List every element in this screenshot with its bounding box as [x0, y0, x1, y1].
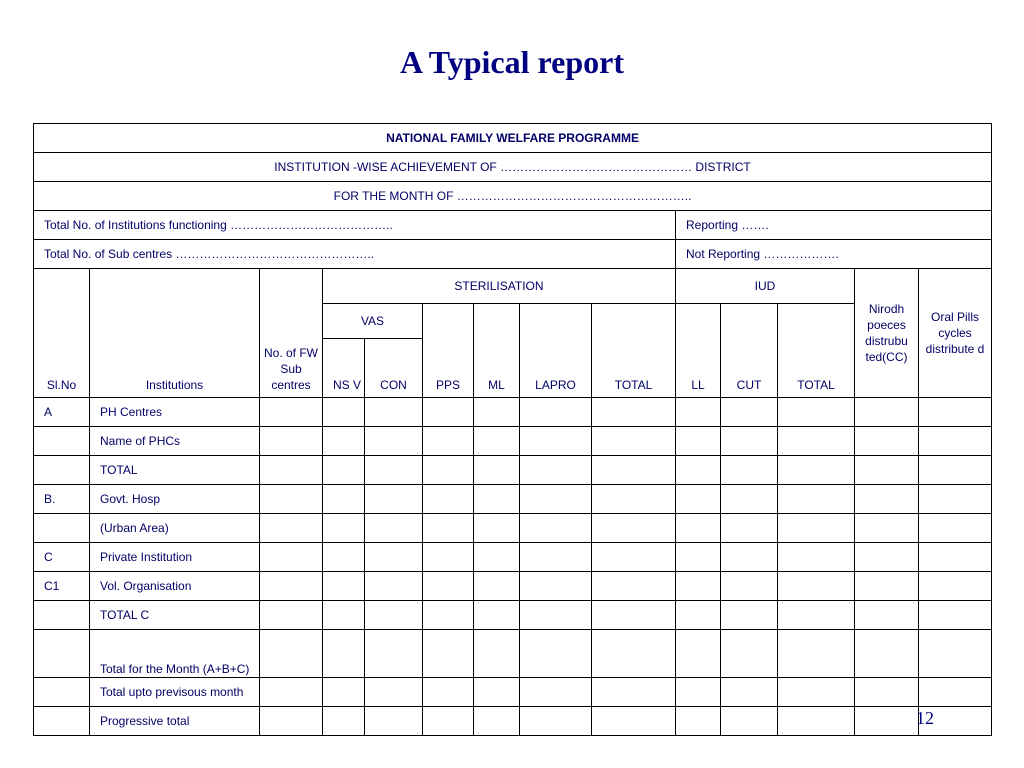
total-subcentres: Total No. of Sub centres ………………………………………….. — [34, 240, 676, 269]
empty-cell[interactable] — [721, 678, 778, 707]
header-sterilisation: STERILISATION — [323, 269, 676, 304]
empty-cell[interactable] — [721, 514, 778, 543]
empty-cell[interactable] — [778, 514, 855, 543]
empty-cell[interactable] — [721, 456, 778, 485]
empty-cell[interactable] — [474, 572, 520, 601]
empty-cell[interactable] — [721, 630, 778, 678]
empty-cell[interactable] — [676, 485, 721, 514]
empty-cell[interactable] — [592, 630, 676, 678]
empty-cell[interactable] — [778, 630, 855, 678]
empty-cell[interactable] — [592, 601, 676, 630]
row-slno: B. — [34, 485, 90, 514]
empty-cell[interactable] — [778, 456, 855, 485]
empty-cell[interactable] — [423, 456, 474, 485]
header-vas: VAS — [323, 304, 423, 339]
empty-cell[interactable] — [592, 427, 676, 456]
empty-cell[interactable] — [592, 572, 676, 601]
header-institutions: Institutions — [90, 269, 260, 398]
page-number: 12 — [916, 708, 934, 728]
empty-cell[interactable] — [721, 398, 778, 427]
table-row — [34, 427, 992, 456]
empty-cell[interactable] — [592, 456, 676, 485]
empty-cell[interactable] — [721, 485, 778, 514]
row-institution: Govt. Hosp — [90, 485, 260, 514]
empty-cell[interactable] — [721, 572, 778, 601]
empty-cell[interactable] — [520, 514, 592, 543]
row-institution: Progressive total — [90, 707, 260, 736]
empty-cell[interactable] — [919, 678, 992, 707]
empty-cell[interactable] — [778, 601, 855, 630]
table-row — [34, 543, 992, 572]
empty-cell[interactable] — [260, 630, 323, 678]
header-oral-pills: Oral Pills cycles distribute d — [919, 269, 992, 398]
empty-cell[interactable] — [323, 543, 365, 572]
empty-cell[interactable] — [919, 630, 992, 678]
empty-cell[interactable] — [323, 514, 365, 543]
empty-cell[interactable] — [474, 514, 520, 543]
empty-cell[interactable] — [592, 514, 676, 543]
table-row — [34, 514, 992, 543]
table-row — [34, 398, 992, 427]
empty-cell[interactable] — [919, 543, 992, 572]
empty-cell[interactable] — [855, 630, 919, 678]
month-row — [34, 182, 992, 211]
empty-cell[interactable] — [592, 485, 676, 514]
row-slno — [34, 456, 90, 485]
not-reporting: Not Reporting ………………. — [676, 240, 992, 269]
empty-cell[interactable] — [855, 427, 919, 456]
empty-cell[interactable] — [474, 678, 520, 707]
empty-cell[interactable] — [365, 601, 423, 630]
total-institutions: Total No. of Institutions functioning ………………………………….. — [34, 211, 676, 240]
empty-cell[interactable] — [260, 543, 323, 572]
empty-cell[interactable] — [778, 572, 855, 601]
empty-cell[interactable] — [474, 427, 520, 456]
table-row — [34, 485, 992, 514]
header-row-1 — [34, 269, 992, 304]
empty-cell[interactable] — [721, 543, 778, 572]
institution-row — [34, 153, 992, 182]
header-lapro: LAPRO — [520, 304, 592, 398]
row-slno — [34, 630, 90, 678]
empty-cell[interactable] — [323, 572, 365, 601]
empty-cell[interactable] — [592, 543, 676, 572]
empty-cell[interactable] — [676, 427, 721, 456]
row-institution: TOTAL C — [90, 601, 260, 630]
row-institution: Total upto previsous month — [90, 678, 260, 707]
empty-cell[interactable] — [855, 678, 919, 707]
header-ll: LL — [676, 304, 721, 398]
row-slno — [34, 427, 90, 456]
row-institution: Private Institution — [90, 543, 260, 572]
empty-cell[interactable] — [365, 485, 423, 514]
header-nirodh: Nirodh poeces distrubu ted(CC) — [855, 269, 919, 398]
row-institution: Vol. Organisation — [90, 572, 260, 601]
empty-cell[interactable] — [260, 572, 323, 601]
header-total-sterilisation: TOTAL — [592, 304, 676, 398]
empty-cell[interactable] — [855, 514, 919, 543]
empty-cell[interactable] — [721, 601, 778, 630]
empty-cell[interactable] — [676, 514, 721, 543]
empty-cell[interactable] — [260, 707, 323, 736]
reporting: Reporting ……. — [676, 211, 992, 240]
subcentres-count-row — [34, 240, 992, 269]
empty-cell[interactable] — [855, 456, 919, 485]
empty-cell[interactable] — [365, 630, 423, 678]
empty-cell[interactable] — [365, 678, 423, 707]
header-pps: PPS — [423, 304, 474, 398]
empty-cell[interactable] — [365, 456, 423, 485]
row-slno — [34, 514, 90, 543]
empty-cell[interactable] — [520, 630, 592, 678]
empty-cell[interactable] — [323, 398, 365, 427]
empty-cell[interactable] — [423, 514, 474, 543]
empty-cell[interactable] — [721, 427, 778, 456]
row-slno: C1 — [34, 572, 90, 601]
row-slno — [34, 707, 90, 736]
empty-cell[interactable] — [474, 398, 520, 427]
row-slno — [34, 678, 90, 707]
row-institution: Name of PHCs — [90, 427, 260, 456]
row-institution: PH Centres — [90, 398, 260, 427]
empty-cell[interactable] — [365, 543, 423, 572]
empty-cell[interactable] — [520, 427, 592, 456]
empty-cell[interactable] — [423, 601, 474, 630]
report-table — [33, 123, 992, 736]
empty-cell[interactable] — [520, 601, 592, 630]
empty-cell[interactable] — [676, 707, 721, 736]
empty-cell[interactable] — [260, 601, 323, 630]
empty-cell[interactable] — [365, 707, 423, 736]
empty-cell[interactable] — [676, 601, 721, 630]
empty-cell[interactable] — [778, 398, 855, 427]
header-cut: CUT — [721, 304, 778, 398]
programme-title: NATIONAL FAMILY WELFARE PROGRAMME — [34, 124, 992, 153]
empty-cell[interactable] — [855, 543, 919, 572]
empty-cell[interactable] — [778, 678, 855, 707]
row-slno — [34, 601, 90, 630]
header-nsv: NS V — [323, 339, 365, 398]
empty-cell[interactable] — [592, 707, 676, 736]
month-line: FOR THE MONTH OF ………………………………………………….. — [34, 182, 992, 211]
empty-cell[interactable] — [919, 572, 992, 601]
empty-cell[interactable] — [520, 707, 592, 736]
empty-cell[interactable] — [423, 572, 474, 601]
empty-cell[interactable] — [323, 485, 365, 514]
empty-cell[interactable] — [676, 398, 721, 427]
table-row — [34, 601, 992, 630]
empty-cell[interactable] — [855, 485, 919, 514]
empty-cell[interactable] — [778, 427, 855, 456]
empty-cell[interactable] — [919, 398, 992, 427]
table-row — [34, 707, 992, 736]
slide-title: A Typical report — [400, 44, 624, 80]
empty-cell[interactable] — [919, 514, 992, 543]
empty-cell[interactable] — [855, 601, 919, 630]
empty-cell[interactable] — [365, 514, 423, 543]
header-slno: Sl.No — [34, 269, 90, 398]
empty-cell[interactable] — [260, 398, 323, 427]
empty-cell[interactable] — [855, 398, 919, 427]
empty-cell[interactable] — [423, 543, 474, 572]
empty-cell[interactable] — [520, 572, 592, 601]
row-slno: C — [34, 543, 90, 572]
empty-cell[interactable] — [423, 427, 474, 456]
empty-cell[interactable] — [592, 398, 676, 427]
empty-cell[interactable] — [260, 456, 323, 485]
empty-cell[interactable] — [855, 707, 919, 736]
empty-cell[interactable] — [365, 398, 423, 427]
empty-cell[interactable] — [676, 678, 721, 707]
row-institution: TOTAL — [90, 456, 260, 485]
empty-cell[interactable] — [423, 707, 474, 736]
empty-cell[interactable] — [520, 485, 592, 514]
empty-cell[interactable] — [919, 456, 992, 485]
empty-cell[interactable] — [323, 630, 365, 678]
empty-cell[interactable] — [323, 427, 365, 456]
row-institution: (Urban Area) — [90, 514, 260, 543]
empty-cell[interactable] — [260, 427, 323, 456]
empty-cell[interactable] — [592, 678, 676, 707]
table-row — [34, 456, 992, 485]
header-fw-subcentres: No. of FW Sub centres — [260, 269, 323, 398]
empty-cell[interactable] — [260, 485, 323, 514]
table-row — [34, 678, 992, 707]
empty-cell[interactable] — [260, 678, 323, 707]
empty-cell[interactable] — [365, 427, 423, 456]
empty-cell[interactable] — [676, 543, 721, 572]
empty-cell[interactable] — [423, 398, 474, 427]
empty-cell[interactable] — [474, 543, 520, 572]
empty-cell[interactable] — [474, 601, 520, 630]
empty-cell[interactable] — [474, 707, 520, 736]
header-iud: IUD — [676, 269, 855, 304]
empty-cell[interactable] — [423, 678, 474, 707]
empty-cell[interactable] — [778, 543, 855, 572]
institution-line: INSTITUTION -WISE ACHIEVEMENT OF ………………………………………… DISTRICT — [34, 153, 992, 182]
empty-cell[interactable] — [323, 456, 365, 485]
empty-cell[interactable] — [919, 601, 992, 630]
empty-cell[interactable] — [676, 630, 721, 678]
empty-cell[interactable] — [520, 543, 592, 572]
empty-cell[interactable] — [676, 456, 721, 485]
empty-cell[interactable] — [474, 456, 520, 485]
empty-cell[interactable] — [919, 485, 992, 514]
header-total-iud: TOTAL — [778, 304, 855, 398]
empty-cell[interactable] — [474, 485, 520, 514]
empty-cell[interactable] — [721, 707, 778, 736]
empty-cell[interactable] — [323, 678, 365, 707]
institutions-count-row — [34, 211, 992, 240]
empty-cell[interactable] — [778, 485, 855, 514]
empty-cell[interactable] — [855, 572, 919, 601]
empty-cell[interactable] — [323, 707, 365, 736]
empty-cell[interactable] — [520, 678, 592, 707]
empty-cell[interactable] — [676, 572, 721, 601]
empty-cell[interactable] — [423, 630, 474, 678]
row-slno: A — [34, 398, 90, 427]
empty-cell[interactable] — [323, 601, 365, 630]
empty-cell[interactable] — [520, 456, 592, 485]
header-ml: ML — [474, 304, 520, 398]
table-row — [34, 572, 992, 601]
empty-cell[interactable] — [423, 485, 474, 514]
empty-cell[interactable] — [474, 630, 520, 678]
header-con: CON — [365, 339, 423, 398]
empty-cell[interactable] — [919, 427, 992, 456]
table-row — [34, 630, 992, 678]
empty-cell[interactable] — [778, 707, 855, 736]
programme-row — [34, 124, 992, 153]
empty-cell[interactable] — [365, 572, 423, 601]
empty-cell[interactable] — [520, 398, 592, 427]
empty-cell[interactable] — [260, 514, 323, 543]
row-institution: Total for the Month (A+B+C) — [90, 630, 260, 678]
